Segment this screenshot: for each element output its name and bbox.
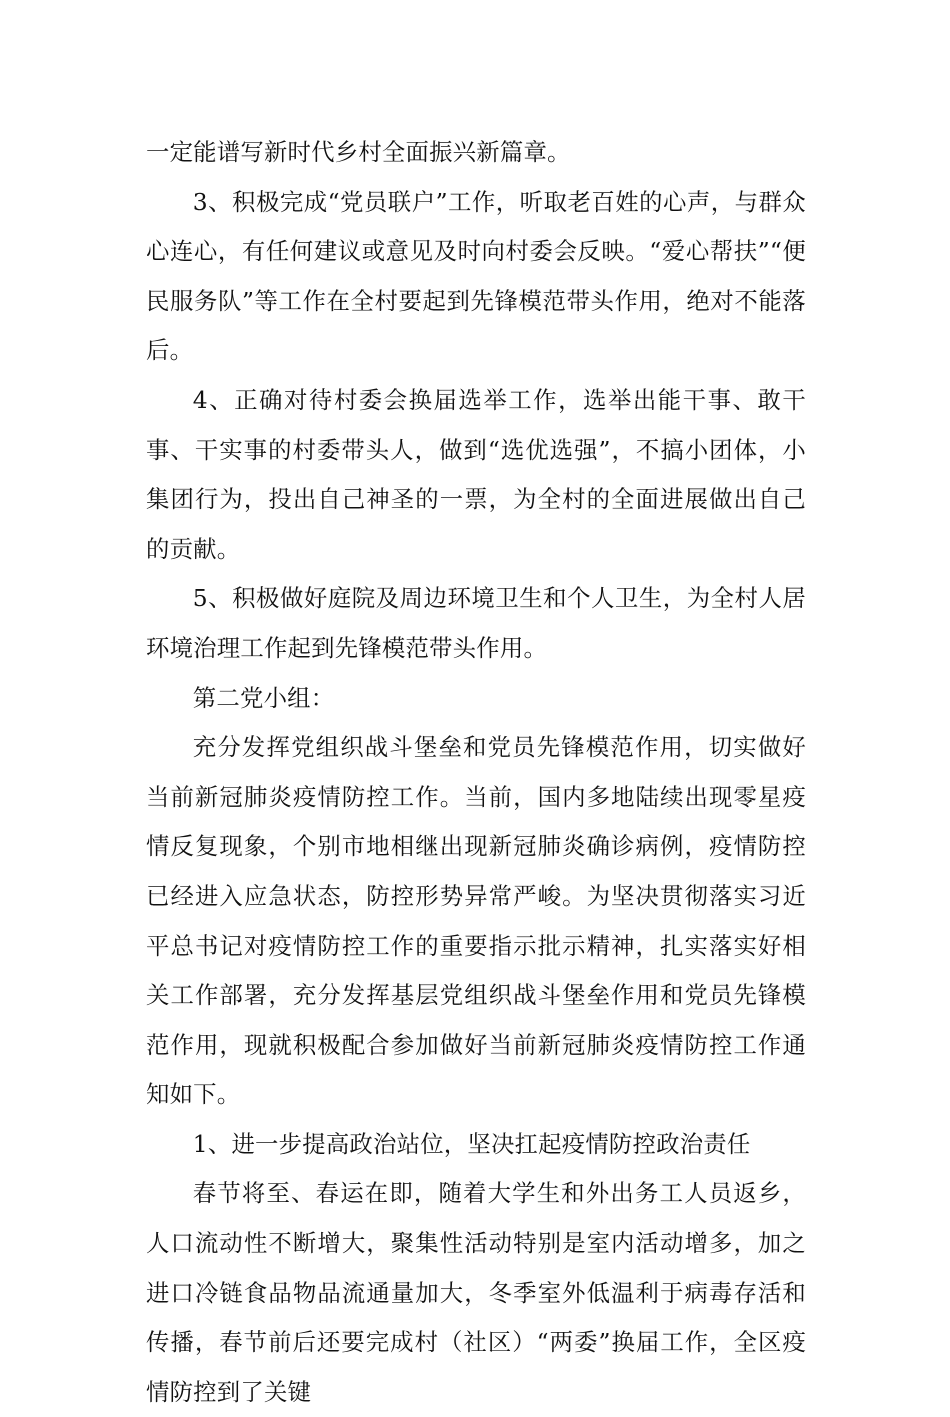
paragraph-intro: 充分发挥党组织战斗堡垒和党员先锋模范作用，切实做好当前新冠肺炎疫情防控工作。当前，国内多地陆续出现零星疫情反复现象，个别市地相继出现新冠肺炎确诊病例，疫情防控已经进入应急状态，防控形势异常严峻。为坚决贯彻落实习近平总书记对疫情防控工作的重要指示批示精神，扎实落实好相关工作部署，充分发挥基层党组织战斗堡垒作用和党员先锋模范作用，现就积极配合参加做好当前新冠肺炎疫情防控工作通知如下。 [146, 733, 806, 1109]
document-body [146, 128, 806, 1417]
paragraph-subheading-1: 1、进一步提高政治站位，坚决扛起疫情防控政治责任 [192, 1129, 751, 1158]
paragraph-continuation: 一定能谱写新时代乡村全面振兴新篇章。 [146, 138, 571, 166]
section-heading-second-group: 第二党小组： [192, 683, 335, 712]
paragraph-item-5: 5、积极做好庭院及周边环境卫生和个人卫生，为全村人居环境治理工作起到先锋模范带头作用。 [146, 584, 806, 662]
paragraph-item-3: 3、积极完成“党员联户”工作，听取老百姓的心声，与群众心连心，有任何建议或意见及时向村委会反映。“爱心帮扶”“便民服务队”等工作在全村要起到先锋模范带头作用，绝对不能落后。 [146, 187, 806, 365]
paragraph-item-4: 4、正确对待村委会换届选举工作，选举出能干事、敢干事、干实事的村委带头人，做到“选优选强”，不搞小团体，小集团行为，投出自己神圣的一票，为全村的全面进展做出自己的贡献。 [146, 385, 806, 563]
paragraph-spring-festival: 春节将至、春运在即，随着大学生和外出务工人员返乡，人口流动性不断增大，聚集性活动特别是室内活动增多，加之进口冷链食品物品流通量加大，冬季室外低温利于病毒存活和传播，春节前后还要完成村（社区）“两委”换届工作，全区疫情防控到了关键 [146, 1179, 806, 1406]
